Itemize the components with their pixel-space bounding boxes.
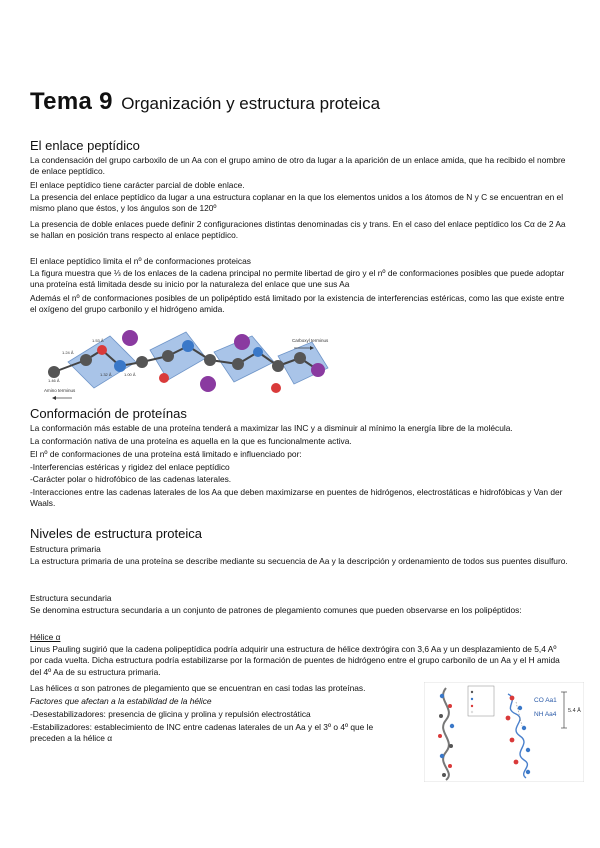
conf-paragraph-3: El nº de conformaciones de una proteína está limitado e influenciado por: — [30, 449, 302, 459]
helix-label-nh: NH Aa4 — [534, 711, 557, 718]
paragraph-3: La presencia del enlace peptídico da lugar a una estructura coplanar en la que los elementos unidos a los átomos de N y C se encuentran en el mismo plano que éstos, y los ángulos son de 120º — [30, 192, 564, 214]
bond-label-4: 1.32 Å — [100, 372, 112, 377]
heading-conformacion: Conformación de proteínas — [30, 406, 187, 421]
paragraph-4: La presencia de doble enlaces puede definir 2 configuraciones distintas denominadas cis y trans. En el caso del enlace peptídico los Cα de 2 Aa se hallan en posición trans respecto al enlace peptídico. — [30, 219, 566, 241]
paragraph-2: El enlace peptídico tiene carácter parcial de doble enlace. — [30, 180, 245, 190]
carboxyl-terminus-label: Carboxyl terminus — [292, 338, 329, 343]
factor-desestabilizadores: -Desestabilizadores: presencia de glicina y prolina y repulsión electrostática — [30, 709, 311, 719]
peptide-planes — [68, 332, 328, 388]
heading-enlace-peptidico: El enlace peptídico — [30, 138, 140, 153]
primaria-text: La estructura primaria de una proteína se describe mediante su secuencia de Aa y la descripción y ordenamiento de todos sus puentes disulfuro. — [30, 556, 568, 566]
factor-estabilizadores: -Estabilizadores: establecimiento de INC entre cadenas laterales de un Aa y el 3º o 4º que le preceden a la hélice α — [30, 722, 374, 744]
conf-item-3: -Interacciones entre las cadenas laterales de los Aa que deben maximizarse en puentes de hidrógenos, electrostáticas e hidrofóbicas y Van der Waals. — [30, 487, 563, 509]
heading-primaria: Estructura primaria — [30, 544, 101, 554]
factores-heading: Factores que afectan a la estabilidad de la hélice — [30, 696, 212, 706]
bond-label-5: 1.00 Å — [124, 372, 136, 377]
bond-label-2: 1.46 Å — [48, 378, 60, 383]
amino-arrowhead-icon — [52, 396, 56, 400]
heading-helice-alfa: Hélice α — [30, 632, 61, 642]
subheading-limita: El enlace peptídico limita el nº de conformaciones proteicas — [30, 256, 251, 266]
helice-text-2: Las hélices α son patrones de plegamiento que se encuentran en casi todas las proteínas. — [30, 683, 366, 693]
heading-secundaria: Estructura secundaria — [30, 593, 112, 603]
heading-niveles: Niveles de estructura proteica — [30, 526, 202, 541]
page-title — [30, 88, 380, 116]
helix-label-co: CO Aa1 — [534, 697, 557, 704]
title-number: Tema 9 — [30, 88, 113, 115]
helice-text: Linus Pauling sugirió que la cadena polipeptídica podría adquirir una estructura de hélice dextrógira con 3,6 Aa y un desplazamiento de 5,4 Aº por cada vuelta. Dicha estructura podría estabilizarse por la formación de puentes de hidrógeno entre el grupo carbonilo de un Aa y el H amida del 4º Aa de su estructura primaria. — [30, 644, 560, 677]
paragraph-1: La condensación del grupo carboxilo de un Aa con el grupo amino de otro da lugar a la aparición de un enlace amida, que ha recibido el nombre de enlace peptídico. — [30, 155, 566, 177]
peptide-chain-figure — [38, 322, 338, 404]
paragraph-6: Además el nº de conformaciones posibles de un polipéptido está limitado por la existencia de interferencias estéricas, como las que existe entre el oxígeno del grupo carbonilo y el hidrógeno amida. — [30, 293, 565, 315]
secundaria-text: Se denomina estructura secundaria a un conjunto de patrones de plegamiento comunes que pueden observarse en los polipéptidos: — [30, 605, 522, 615]
amino-terminus-label: Amino terminus — [44, 388, 76, 393]
helix-pitch-label: 5.4 Å — [568, 708, 581, 714]
bond-label-3: 1.53 Å — [92, 338, 104, 343]
alpha-helix-figure — [424, 682, 584, 782]
conf-paragraph-1: La conformación más estable de una proteína tenderá a maximizar las INC y a disminuir al mínimo la energía libre de la molécula. — [30, 423, 513, 433]
title-text: Organización y estructura proteica — [121, 94, 381, 113]
paragraph-5: La figura muestra que ⅓ de los enlaces de la cadena principal no permite libertad de giro y el nº de conformaciones posibles que puede adoptar una proteína está limitada desde su inicio por la naturaleza del enlace que une sus Aa — [30, 268, 565, 290]
conf-item-2: -Carácter polar o hidrofóbico de las cadenas laterales. — [30, 474, 232, 484]
conf-paragraph-2: La conformación nativa de una proteína es aquella en la que es funcionalmente activa. — [30, 436, 352, 446]
conf-item-1: -Interferencias estéricas y rigidez del enlace peptídico — [30, 462, 230, 472]
bond-label-1: 1.24 Å — [62, 350, 74, 355]
